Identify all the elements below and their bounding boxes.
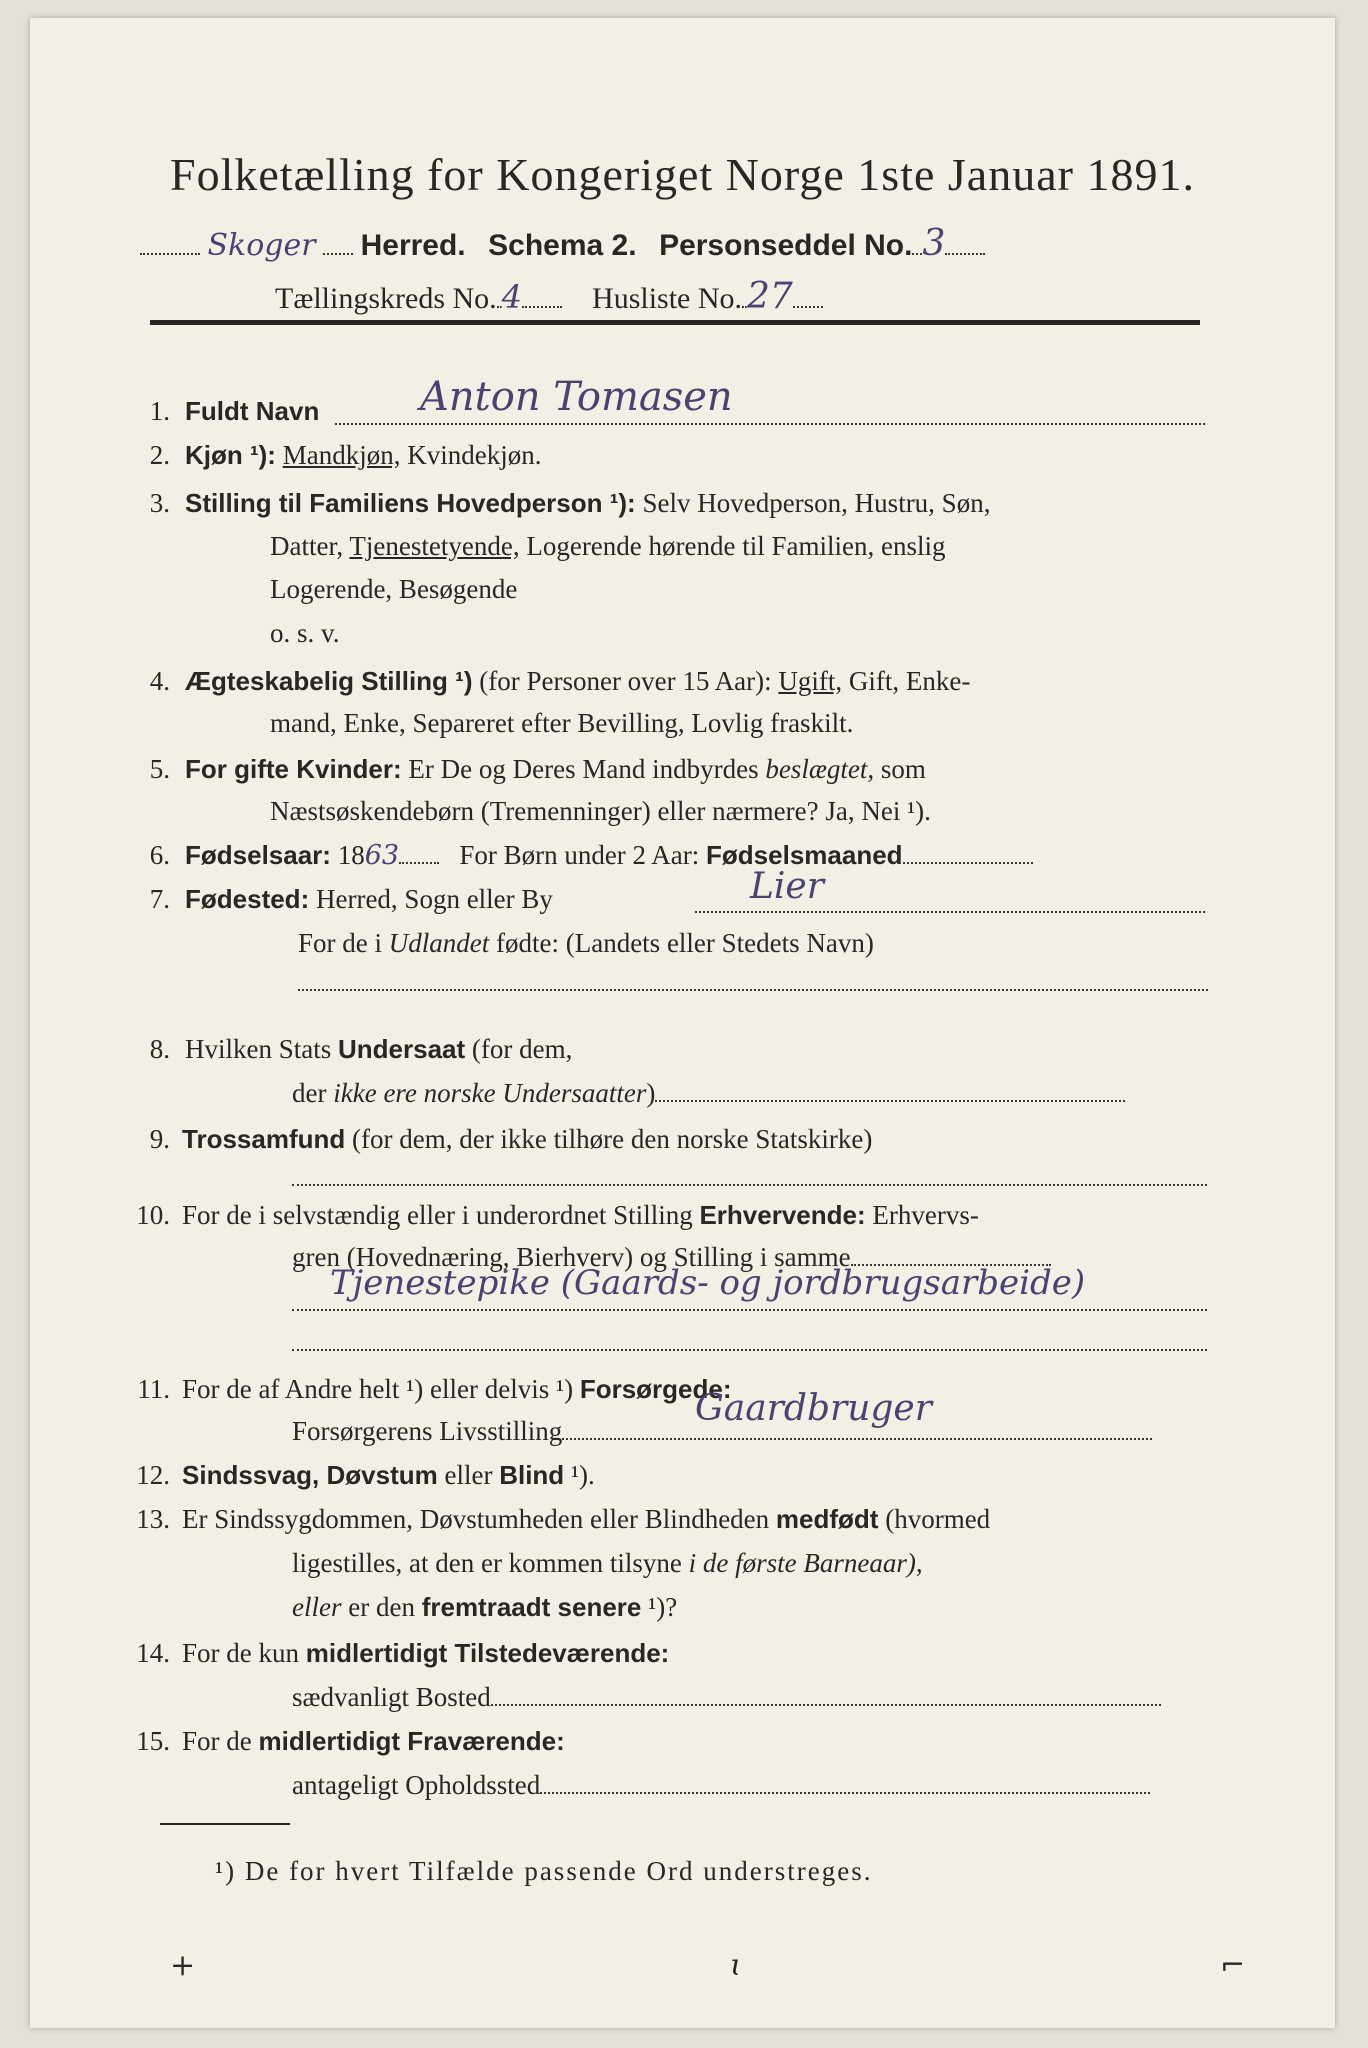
field-15-number: 15. bbox=[136, 1726, 170, 1756]
field-4-ugift: Ugift, bbox=[778, 666, 843, 696]
field-4-label: Ægteskabelig Stilling ¹) bbox=[185, 666, 473, 696]
field-14-bosted: sædvanligt Bosted bbox=[292, 1682, 491, 1712]
field-13-line-2 bbox=[292, 1548, 923, 1579]
field-10-blank-line bbox=[292, 1348, 1207, 1351]
field-13-number: 13. bbox=[136, 1504, 170, 1534]
form-title: Folketælling for Kongeriget Norge 1ste Januar 1891. bbox=[170, 149, 1195, 200]
field-13-fremtraadt: fremtraadt senere bbox=[421, 1592, 642, 1622]
field-13-text: Er Sindssygdommen, Døvstumheden eller Blindheden bbox=[182, 1504, 770, 1534]
footnote-rule bbox=[160, 1823, 290, 1825]
field-14-label: midlertidigt Tilstedeværende: bbox=[305, 1638, 670, 1668]
field-5-line-2: Næstsøskendebørn (Tremenninger) eller nærmere? Ja, Nei ¹). bbox=[270, 796, 931, 826]
field-6-number: 6. bbox=[149, 840, 170, 870]
field-15-label: midlertidigt Fraværende: bbox=[258, 1726, 565, 1756]
husliste-label: Husliste No. bbox=[592, 282, 743, 315]
field-13-label: medfødt bbox=[775, 1504, 879, 1534]
field-7-blank-line bbox=[298, 988, 1208, 991]
pencil-mark-right: ⌐ bbox=[1220, 1948, 1246, 1983]
field-8-text: Hvilken Stats bbox=[185, 1034, 332, 1064]
pencil-mark-center: ɩ bbox=[730, 1948, 742, 1983]
field-13-eller: eller bbox=[292, 1592, 342, 1622]
field-6-text: For Børn under 2 Aar: bbox=[459, 840, 700, 870]
field-10-label: Erhvervende: bbox=[699, 1200, 866, 1230]
census-form-page: Folketælling for Kongeriget Norge 1ste Januar 1891. Skoger Herred. Schema 2. Personseddel No. 3 Tællingskreds No. 4 Husliste No. 27 1. Fuldt Navn Anton Tomasen 2. Kjøn ¹): Mandkjøn, Kvindekjøn. 3. Stilling til Familiens Hovedperson ¹): Selv Hovedperson, Hustru, Søn, Datter, Tjenestetyende, Logerende hørende til Familien, enslig Logerende, Besøgende o. s. v. 4. Ægteskabelig Stilling ¹) (for Personer over 15 Aar): Ugift, Gift, Enke- mand, Enke, Separeret efter Bevilling, Lovlig fraskilt. 5. For gifte Kvinder: Er De og Deres Mand indbyrdes beslægtet, som Næstsøskendebørn (Tremenninger) eller nærmere? Ja, Nei ¹). 6. Fødselsaar: 1863 For Børn under 2 Aar: Fødselsmaaned 7. Fødested: Herred, Sogn eller By Lier For de i Udlandet fødte: (Landets eller Stedets Navn) 8. Hvilken Stats Undersaat (for dem, der ikke ere norske Undersaatter) 9. Trossamfund (for dem, der ikke tilhøre den norske Statskirke) 10. For de i selvstændig eller i underordnet Stilling Erhvervende: Erhvervs- gren (Hovednæring, Bierhverv) og Stilling i samme Tjenestepike (Gaards- og jordbrugsarbeide) 11. For de af Andre helt ¹) eller delvis ¹) Forsørgede: Forsørgerens Livsstilling Gaardbruger 12. Sindssvag, Døvstum eller Blind ¹). 13. Er Sindssygdommen, Døvstumheden eller Blindheden medfødt (hvormed ligestilles, at den er kommen tilsyne i de første Barneaar), eller er den fremtraadt senere ¹)? 14. For de kun midlertidigt Tilstedeværende: sædvanligt Bosted 15. For de midlertidigt Fraværende: antageligt Opholdssted ¹) De for hvert Tilfælde passende Ord understreges. + ɩ ⌐ bbox=[30, 18, 1335, 2028]
field-13-line-3 bbox=[292, 1592, 677, 1623]
field-3-line-1: Selv Hovedperson, Hustru, Søn, bbox=[642, 488, 991, 518]
field-6-label: Fødselsaar: bbox=[185, 840, 331, 870]
field-2-label: Kjøn ¹): bbox=[185, 440, 276, 470]
field-13-er-den: er den bbox=[348, 1592, 415, 1622]
field-3-logerende: Logerende hørende til Familien, enslig bbox=[526, 531, 946, 561]
field-5-som: som bbox=[880, 754, 926, 784]
field-9-blank-line bbox=[292, 1183, 1207, 1186]
field-11-text: For de af Andre helt ¹) eller delvis ¹) bbox=[182, 1374, 574, 1404]
field-4-number: 4. bbox=[149, 666, 170, 696]
field-7-line-2 bbox=[298, 928, 874, 959]
field-4-text-2: Gift, Enke- bbox=[848, 666, 971, 696]
field-7-udlandet: Udlandet bbox=[388, 928, 490, 958]
field-9-text: (for dem, der ikke tilhøre den norske Statskirke) bbox=[352, 1124, 873, 1154]
personseddel-label: Personseddel No. bbox=[659, 229, 913, 262]
field-2-option-mandkjon: Mandkjøn, bbox=[282, 440, 401, 470]
field-1-value: Anton Tomasen bbox=[420, 374, 733, 420]
field-13-end: ¹)? bbox=[648, 1592, 678, 1622]
field-7-value: Lier bbox=[750, 866, 824, 907]
field-13-text-2: (hvormed bbox=[885, 1504, 991, 1534]
footnote: ¹) De for hvert Tilfælde passende Ord understreges. bbox=[215, 1856, 873, 1886]
field-3-line-3: Logerende, Besøgende bbox=[270, 574, 518, 604]
field-10-answer-line bbox=[292, 1308, 1207, 1311]
field-10-number: 10. bbox=[136, 1200, 170, 1230]
field-8-line-2: der ikke ere norske Undersaatter) bbox=[292, 1078, 1212, 1109]
field-7-text: Herred, Sogn eller By bbox=[315, 884, 553, 914]
field-1-label: Fuldt Navn bbox=[185, 396, 320, 426]
field-6-label-2: Fødselsmaaned bbox=[706, 840, 903, 870]
field-3-tjenestetyende: Tjenestetyende, bbox=[349, 531, 520, 561]
field-8-der: der bbox=[292, 1078, 327, 1108]
field-8-ikke-norske: ikke ere norske Undersaatter bbox=[333, 1078, 647, 1108]
field-5-beslaegtet: beslægtet, bbox=[765, 754, 875, 784]
field-13-line-2b: i de første Barneaar), bbox=[688, 1548, 923, 1578]
field-11-value: Gaardbruger bbox=[695, 1388, 932, 1429]
field-10-value: Tjenestepike (Gaards- og jordbrugsarbeide) bbox=[330, 1263, 1086, 1303]
schema-label: Schema 2. bbox=[488, 229, 637, 262]
field-7-line-2c: fødte: (Landets eller Stedets Navn) bbox=[496, 928, 874, 958]
field-14-line-2 bbox=[292, 1682, 1212, 1713]
field-5-text: Er De og Deres Mand indbyrdes bbox=[408, 754, 759, 784]
field-4-line-2: mand, Enke, Separeret efter Bevilling, Lovlig fraskilt. bbox=[270, 708, 854, 738]
field-1-number: 1. bbox=[149, 396, 170, 426]
field-11-label: Forsørgede: bbox=[579, 1374, 732, 1404]
field-3-datter: Datter, bbox=[270, 531, 344, 561]
header-divider bbox=[150, 320, 1200, 325]
field-15-line-2 bbox=[292, 1770, 1212, 1801]
field-9-label: Trossamfund bbox=[182, 1124, 346, 1154]
field-11-number: 11. bbox=[137, 1374, 170, 1404]
field-2-number: 2. bbox=[149, 440, 170, 470]
taellingskreds-number: 4 bbox=[501, 278, 523, 316]
field-11-line-2-text: Forsørgerens Livsstilling bbox=[292, 1416, 563, 1446]
personseddel-number: 3 bbox=[922, 223, 946, 264]
herred-label: Herred. bbox=[360, 229, 466, 262]
field-12-label: Sindssvag, Døvstum bbox=[182, 1460, 438, 1490]
pencil-mark-left: + bbox=[170, 1948, 196, 1983]
field-12-number: 12. bbox=[136, 1460, 170, 1490]
husliste-number: 27 bbox=[747, 276, 793, 317]
field-8-number: 8. bbox=[149, 1034, 170, 1064]
field-2-option-kvindekjon: Kvindekjøn. bbox=[407, 440, 542, 470]
field-13-line-2a: ligestilles, at den er kommen tilsyne bbox=[292, 1548, 682, 1578]
field-5-number: 5. bbox=[149, 754, 170, 784]
field-4-text: (for Personer over 15 Aar): bbox=[479, 666, 772, 696]
field-10-text-2: Erhvervs- bbox=[872, 1200, 979, 1230]
field-12-text: eller bbox=[444, 1460, 493, 1490]
header-line-kreds bbox=[275, 276, 823, 317]
herred-name: Skoger bbox=[207, 228, 316, 263]
field-5-label: For gifte Kvinder: bbox=[185, 754, 402, 784]
field-15-opholdssted: antageligt Opholdssted bbox=[292, 1770, 541, 1800]
field-12-label-2: Blind bbox=[499, 1460, 565, 1490]
field-7-line-2a: For de i bbox=[298, 928, 382, 958]
field-3-number: 3. bbox=[149, 488, 170, 518]
header-line-herred bbox=[140, 223, 985, 264]
field-7-number: 7. bbox=[149, 884, 170, 914]
field-3-line-4: o. s. v. bbox=[270, 618, 340, 648]
field-10-text: For de i selvstændig eller i underordnet Stilling bbox=[182, 1200, 693, 1230]
field-8-text-2: (for dem, bbox=[471, 1034, 573, 1064]
field-14-text: For de kun bbox=[182, 1638, 299, 1668]
field-6-prefix: 18 bbox=[337, 840, 365, 870]
field-7-label: Fødested: bbox=[185, 884, 310, 914]
field-14-number: 14. bbox=[136, 1638, 170, 1668]
field-8-label: Undersaat bbox=[338, 1034, 466, 1064]
field-3-line-2 bbox=[270, 531, 945, 562]
field-15-text: For de bbox=[182, 1726, 252, 1756]
field-3-label: Stilling til Familiens Hovedperson ¹): bbox=[185, 488, 636, 518]
taellingskreds-label: Tællingskreds No. bbox=[275, 282, 497, 315]
field-9-number: 9. bbox=[149, 1124, 170, 1154]
field-6-value: 63 bbox=[364, 840, 400, 871]
field-10-line-2-text: gren (Hovednæring, Bierhverv) og Stilling i samme bbox=[292, 1242, 851, 1272]
